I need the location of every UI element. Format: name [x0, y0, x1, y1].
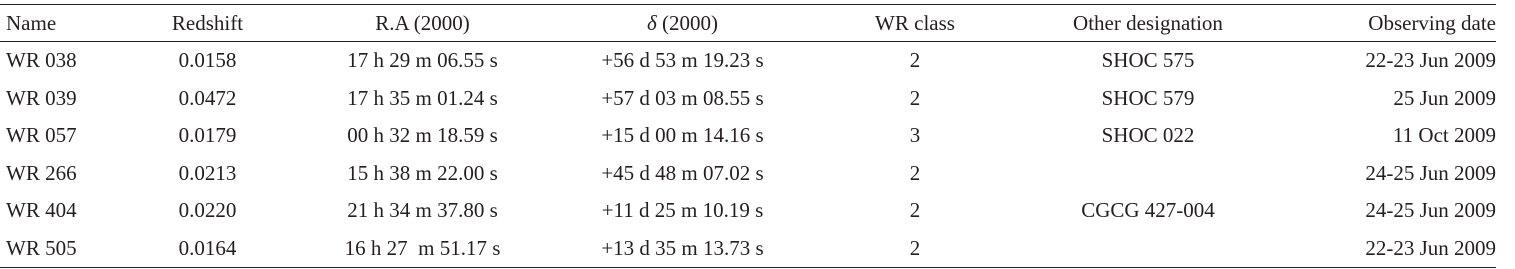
cell-other-designation: SHOC 022	[1101, 123, 1195, 148]
cell-other-designation: SHOC 575	[1101, 48, 1195, 73]
header-dec	[555, 5, 810, 42]
table-row	[0, 230, 1496, 268]
cell-redshift: 0.0220	[178, 198, 237, 223]
cell-ra: 21 h 34 m 37.80 s	[347, 198, 498, 223]
cell-dec: +57 d 03 m 08.55 s	[601, 85, 764, 110]
cell-observing-date: 22-23 Jun 2009	[1365, 235, 1496, 260]
cell-ra: 16 h 27 m 51.17 s	[344, 235, 501, 260]
cell-name: WR 057	[6, 123, 77, 148]
cell-ra: 17 h 35 m 01.24 s	[347, 85, 498, 110]
cell-other-designation	[1020, 155, 1276, 193]
table-row	[0, 192, 1496, 230]
header-row	[0, 5, 1496, 42]
cell-observing-date: 11 Oct 2009	[1392, 123, 1496, 148]
table-row	[0, 117, 1496, 155]
header-other-designation: Other designation	[1073, 10, 1223, 35]
cell-observing-date: 24-25 Jun 2009	[1365, 198, 1496, 223]
cell-redshift: 0.0164	[178, 235, 237, 260]
cell-wr-class: 2	[909, 85, 921, 110]
cell-other-designation: CGCG 427-004	[1081, 198, 1215, 223]
table-row	[0, 42, 1496, 80]
cell-wr-class: 2	[909, 48, 921, 73]
header-redshift: Redshift	[171, 10, 244, 35]
cell-ra: 00 h 32 m 18.59 s	[347, 123, 498, 148]
cell-name: WR 266	[6, 160, 77, 185]
cell-redshift: 0.0158	[178, 48, 237, 73]
cell-dec: +11 d 25 m 10.19 s	[601, 198, 764, 223]
header-dec-symbol: δ	[646, 10, 657, 35]
cell-redshift: 0.0179	[178, 123, 237, 148]
cell-ra: 17 h 29 m 06.55 s	[347, 48, 498, 73]
cell-observing-date: 24-25 Jun 2009	[1365, 160, 1496, 185]
cell-observing-date: 25 Jun 2009	[1393, 85, 1496, 110]
table-body	[0, 42, 1496, 268]
table-row	[0, 155, 1496, 193]
cell-redshift: 0.0213	[178, 160, 237, 185]
cell-dec: +13 d 35 m 13.73 s	[601, 235, 764, 260]
header-name: Name	[6, 10, 57, 35]
cell-ra: 15 h 38 m 22.00 s	[347, 160, 498, 185]
header-ra: R.A (2000)	[375, 10, 470, 35]
cell-other-designation	[1020, 230, 1276, 268]
cell-wr-class: 2	[909, 160, 921, 185]
cell-name: WR 505	[6, 235, 77, 260]
cell-name: WR 039	[6, 85, 77, 110]
cell-name: WR 038	[6, 48, 77, 73]
cell-dec: +15 d 00 m 14.16 s	[601, 123, 764, 148]
cell-observing-date: 22-23 Jun 2009	[1365, 48, 1496, 73]
cell-wr-class: 3	[909, 123, 921, 148]
header-observing-date: Observing date	[1368, 10, 1496, 35]
cell-wr-class: 2	[909, 198, 921, 223]
table-header	[0, 5, 1496, 42]
cell-name: WR 404	[6, 198, 77, 223]
cell-wr-class: 2	[909, 235, 921, 260]
cell-redshift: 0.0472	[178, 85, 237, 110]
cell-dec: +56 d 53 m 19.23 s	[601, 48, 764, 73]
table-row	[0, 80, 1496, 118]
header-dec-epoch: (2000)	[656, 10, 718, 35]
observations-table	[0, 4, 1496, 268]
cell-dec: +45 d 48 m 07.02 s	[601, 160, 764, 185]
cell-other-designation: SHOC 579	[1101, 85, 1195, 110]
header-wr-class: WR class	[875, 10, 955, 35]
